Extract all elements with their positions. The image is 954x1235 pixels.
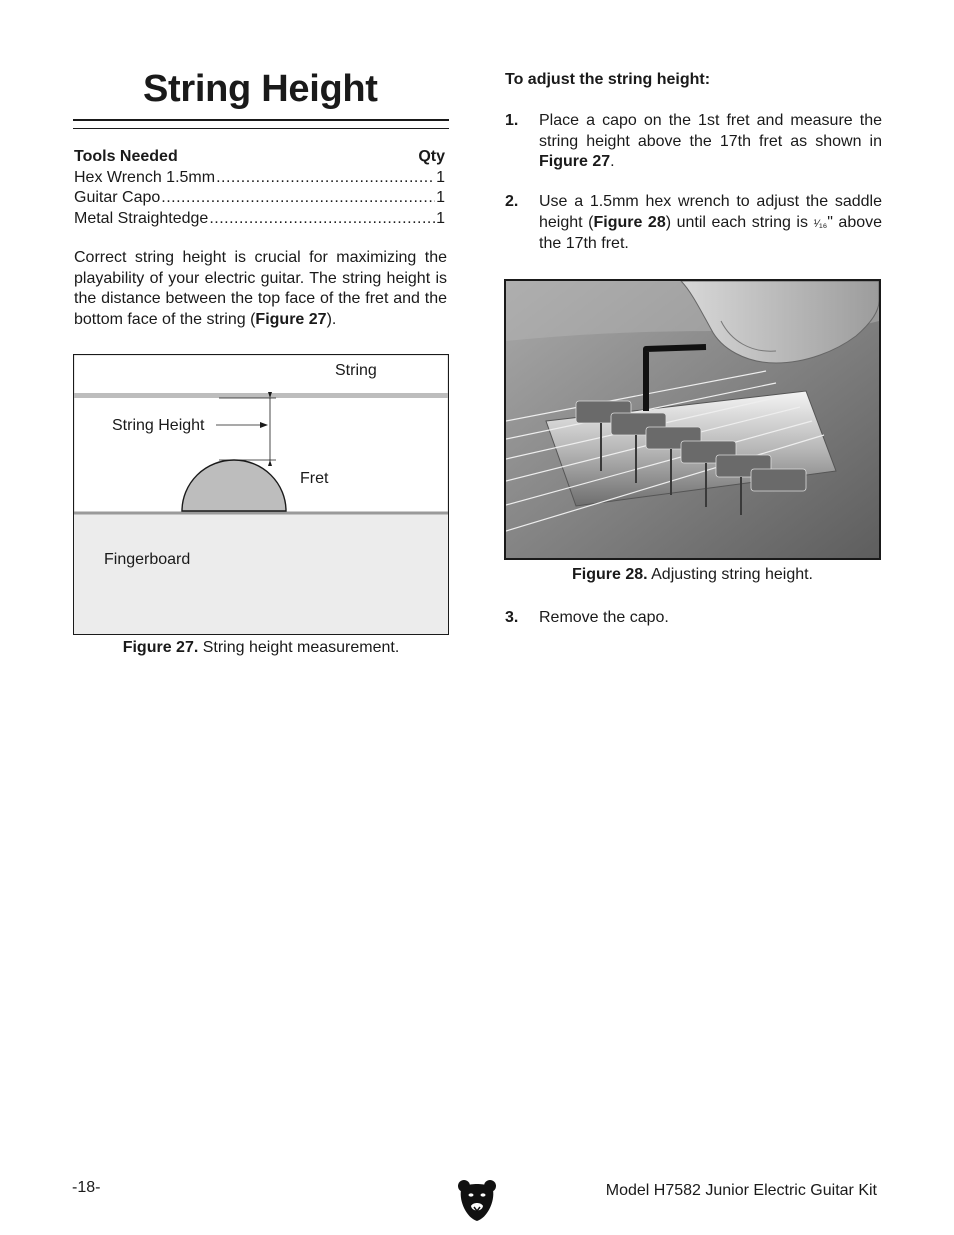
procedure-step xyxy=(505,192,882,255)
title-rule-thick xyxy=(73,119,449,121)
tool-qty: 1 xyxy=(436,168,445,186)
step-number: 3. xyxy=(505,609,519,626)
tool-qty: 1 xyxy=(436,209,445,227)
bear-logo-icon xyxy=(457,1178,497,1222)
step-text-part: " above the 17th fret. xyxy=(539,213,883,252)
fraction: ¹⁄₁₆ xyxy=(813,217,828,230)
tools-header xyxy=(74,147,445,168)
tool-qty: 1 xyxy=(436,189,445,206)
caption-label: Figure 28. xyxy=(571,566,648,583)
intro-text: Correct string height is crucial for maximizing the playability of your electric guitar. The string height is the distance between the top face of the fret and the bottom face of the string ( xyxy=(74,249,447,328)
leader-dots xyxy=(161,188,435,209)
footer-model-name: Model H7582 Junior Electric Guitar Kit xyxy=(605,1182,877,1199)
intro-end: ). xyxy=(326,310,337,328)
step-text-part: . xyxy=(610,153,615,170)
figure28-caption xyxy=(504,566,881,584)
page-number: -18- xyxy=(72,1179,101,1196)
figure-reference: Figure 27 xyxy=(255,310,327,328)
step-number: 1. xyxy=(505,112,519,129)
label-fingerboard: Fingerboard xyxy=(104,551,191,568)
label-fret: Fret xyxy=(300,470,329,487)
step-number: 2. xyxy=(505,193,519,210)
caption-label: Figure 27. xyxy=(122,639,199,656)
step-text-part: ) until each string is xyxy=(665,213,814,231)
photo-illustration xyxy=(506,281,879,558)
leader-dots xyxy=(209,209,435,230)
step-text xyxy=(539,192,882,255)
leader-dots xyxy=(216,168,435,189)
step-text-part: Place a capo on the 1st fret and measure the string height above the 17th fret as shown in xyxy=(539,112,882,150)
step-text-part: Use a 1.5mm hex wrench to adjust the saddle height ( xyxy=(539,193,882,231)
label-string-height: String Height xyxy=(112,417,205,434)
tools-needed-list xyxy=(74,147,445,229)
procedure-heading: To adjust the string height: xyxy=(505,71,711,88)
tool-row xyxy=(74,168,445,189)
tools-header-qty: Qty xyxy=(418,148,445,165)
title-rule-thin xyxy=(73,128,449,129)
figure-reference: Figure 28 xyxy=(593,213,666,231)
step-text xyxy=(539,111,882,173)
procedure-step xyxy=(505,608,882,629)
intro-paragraph xyxy=(74,248,447,330)
caption-text: Adjusting string height. xyxy=(647,566,813,583)
fingerboard-area xyxy=(74,513,448,634)
tool-row xyxy=(74,209,445,230)
page-title: String Height xyxy=(143,68,378,110)
string-bar xyxy=(74,393,448,398)
bridge-adjustment-photo xyxy=(504,279,881,560)
tools-header-label: Tools Needed xyxy=(74,148,178,165)
caption-text: String height measurement. xyxy=(198,639,400,656)
tool-row xyxy=(74,188,445,209)
figure27-caption xyxy=(73,639,449,657)
procedure-step xyxy=(505,111,882,173)
string-height-diagram xyxy=(73,354,449,635)
figure-reference: Figure 27 xyxy=(539,153,611,170)
label-string: String xyxy=(335,362,377,379)
step-text: Remove the capo. xyxy=(539,609,669,626)
tool-name: Metal Straightedge xyxy=(74,209,209,227)
tool-name: Guitar Capo xyxy=(74,189,161,206)
tool-name: Hex Wrench 1.5mm xyxy=(74,168,216,186)
